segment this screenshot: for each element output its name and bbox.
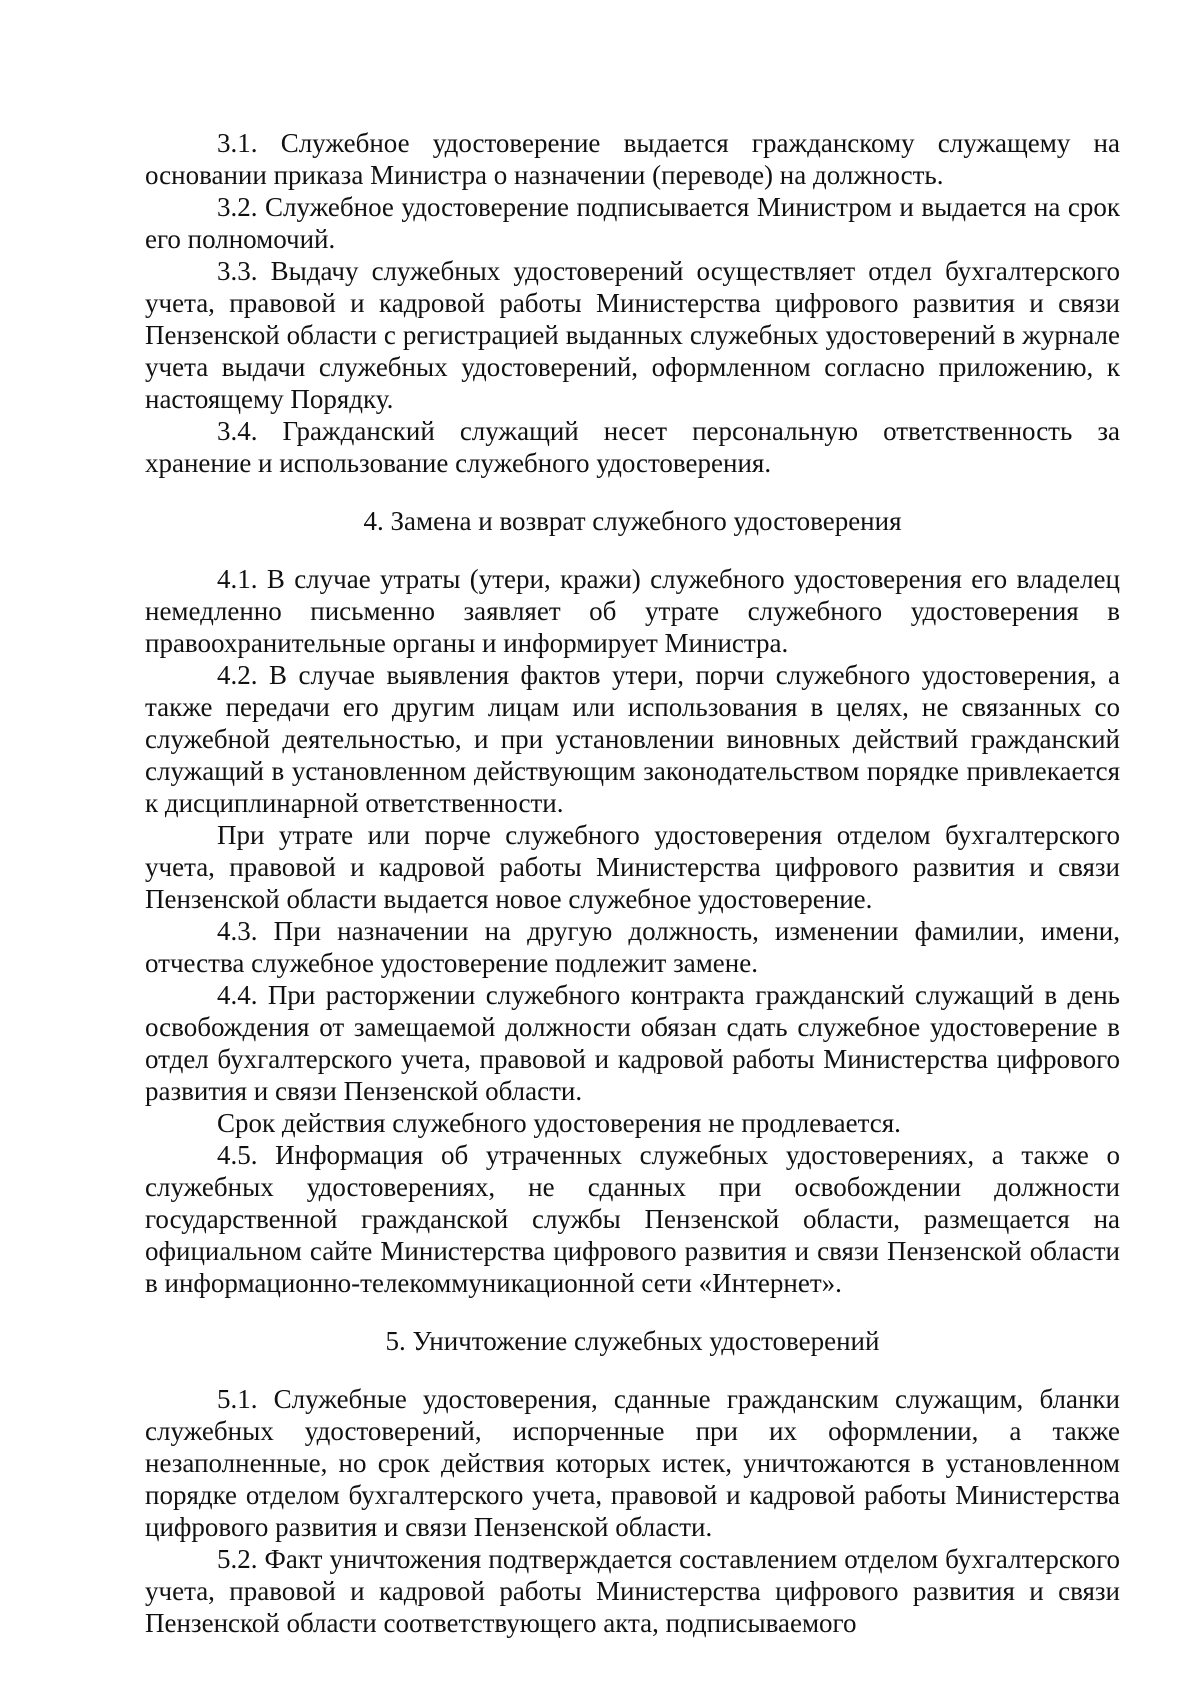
paragraph-4-2-continued: При утрате или порче служебного удостоверения отделом бухгалтерского учета, правовой и кадровой работы Министерства цифрового развития и связи Пензенской области выдается новое служебное удостоверение.: [145, 820, 1120, 914]
section-5-heading: 5. Уничтожение служебных удостоверений: [385, 1326, 880, 1356]
paragraph-3-3: 3.3. Выдачу служебных удостоверений осуществляет отдел бухгалтерского учета, правовой и кадровой работы Министерства цифрового развития и связи Пензенской области с регистрацией выданных служебных удостоверений в журнале учета выдачи служебных удостоверений, оформленном согласно приложению, к настоящему Порядку.: [145, 256, 1120, 414]
paragraph-5-1: 5.1. Служебные удостоверения, сданные гражданским служащим, бланки служебных удостоверений, испорченные при их оформлении, а также незаполненные, но срок действия которых истек, уничтожаются в установленном порядке отделом бухгалтерского учета, правовой и кадровой работы Министерства цифрового развития и связи Пензенской области.: [145, 1384, 1120, 1542]
paragraph-5-2: 5.2. Факт уничтожения подтверждается составлением отделом бухгалтерского учета, правовой и кадровой работы Министерства цифрового развития и связи Пензенской области соответствующего акта, подписываемого: [145, 1544, 1120, 1638]
section-4-heading: 4. Замена и возврат служебного удостоверения: [363, 506, 902, 536]
paragraph-4-4-continued: Срок действия служебного удостоверения не продлевается.: [217, 1108, 901, 1138]
paragraph-3-2: 3.2. Служебное удостоверение подписывается Министром и выдается на срок его полномочий.: [145, 192, 1120, 254]
paragraph-4-1: 4.1. В случае утраты (утери, кражи) служебного удостоверения его владелец немедленно письменно заявляет об утрате служебного удостоверения в правоохранительные органы и информирует Министра.: [145, 564, 1120, 658]
paragraph-4-5: 4.5. Информация об утраченных служебных удостоверениях, а также о служебных удостоверениях, не сданных при освобождении должности государственной гражданской службы Пензенской области, размещается на официальном сайте Министерства цифрового развития и связи Пензенской области в информационно-телекоммуникационной сети «Интернет».: [145, 1140, 1120, 1298]
paragraph-4-4: 4.4. При расторжении служебного контракта гражданский служащий в день освобождения от замещаемой должности обязан сдать служебное удостоверение в отдел бухгалтерского учета, правовой и кадровой работы Министерства цифрового развития и связи Пензенской области.: [145, 980, 1120, 1106]
paragraph-4-2: 4.2. В случае выявления фактов утери, порчи служебного удостоверения, а также передачи его другим лицам или использования в целях, не связанных со служебной деятельностью, и при установлении виновных действий гражданский служащий в установленном действующим законодательством порядке привлекается к дисциплинарной ответственности.: [145, 660, 1120, 818]
paragraph-4-3: 4.3. При назначении на другую должность, изменении фамилии, имени, отчества служебное удостоверение подлежит замене.: [145, 916, 1120, 978]
paragraph-3-1: 3.1. Служебное удостоверение выдается гражданскому служащему на основании приказа Министра о назначении (переводе) на должность.: [145, 128, 1120, 190]
document-body: [145, 127, 1120, 1639]
paragraph-3-4: 3.4. Гражданский служащий несет персональную ответственность за хранение и использование служебного удостоверения.: [145, 416, 1120, 478]
